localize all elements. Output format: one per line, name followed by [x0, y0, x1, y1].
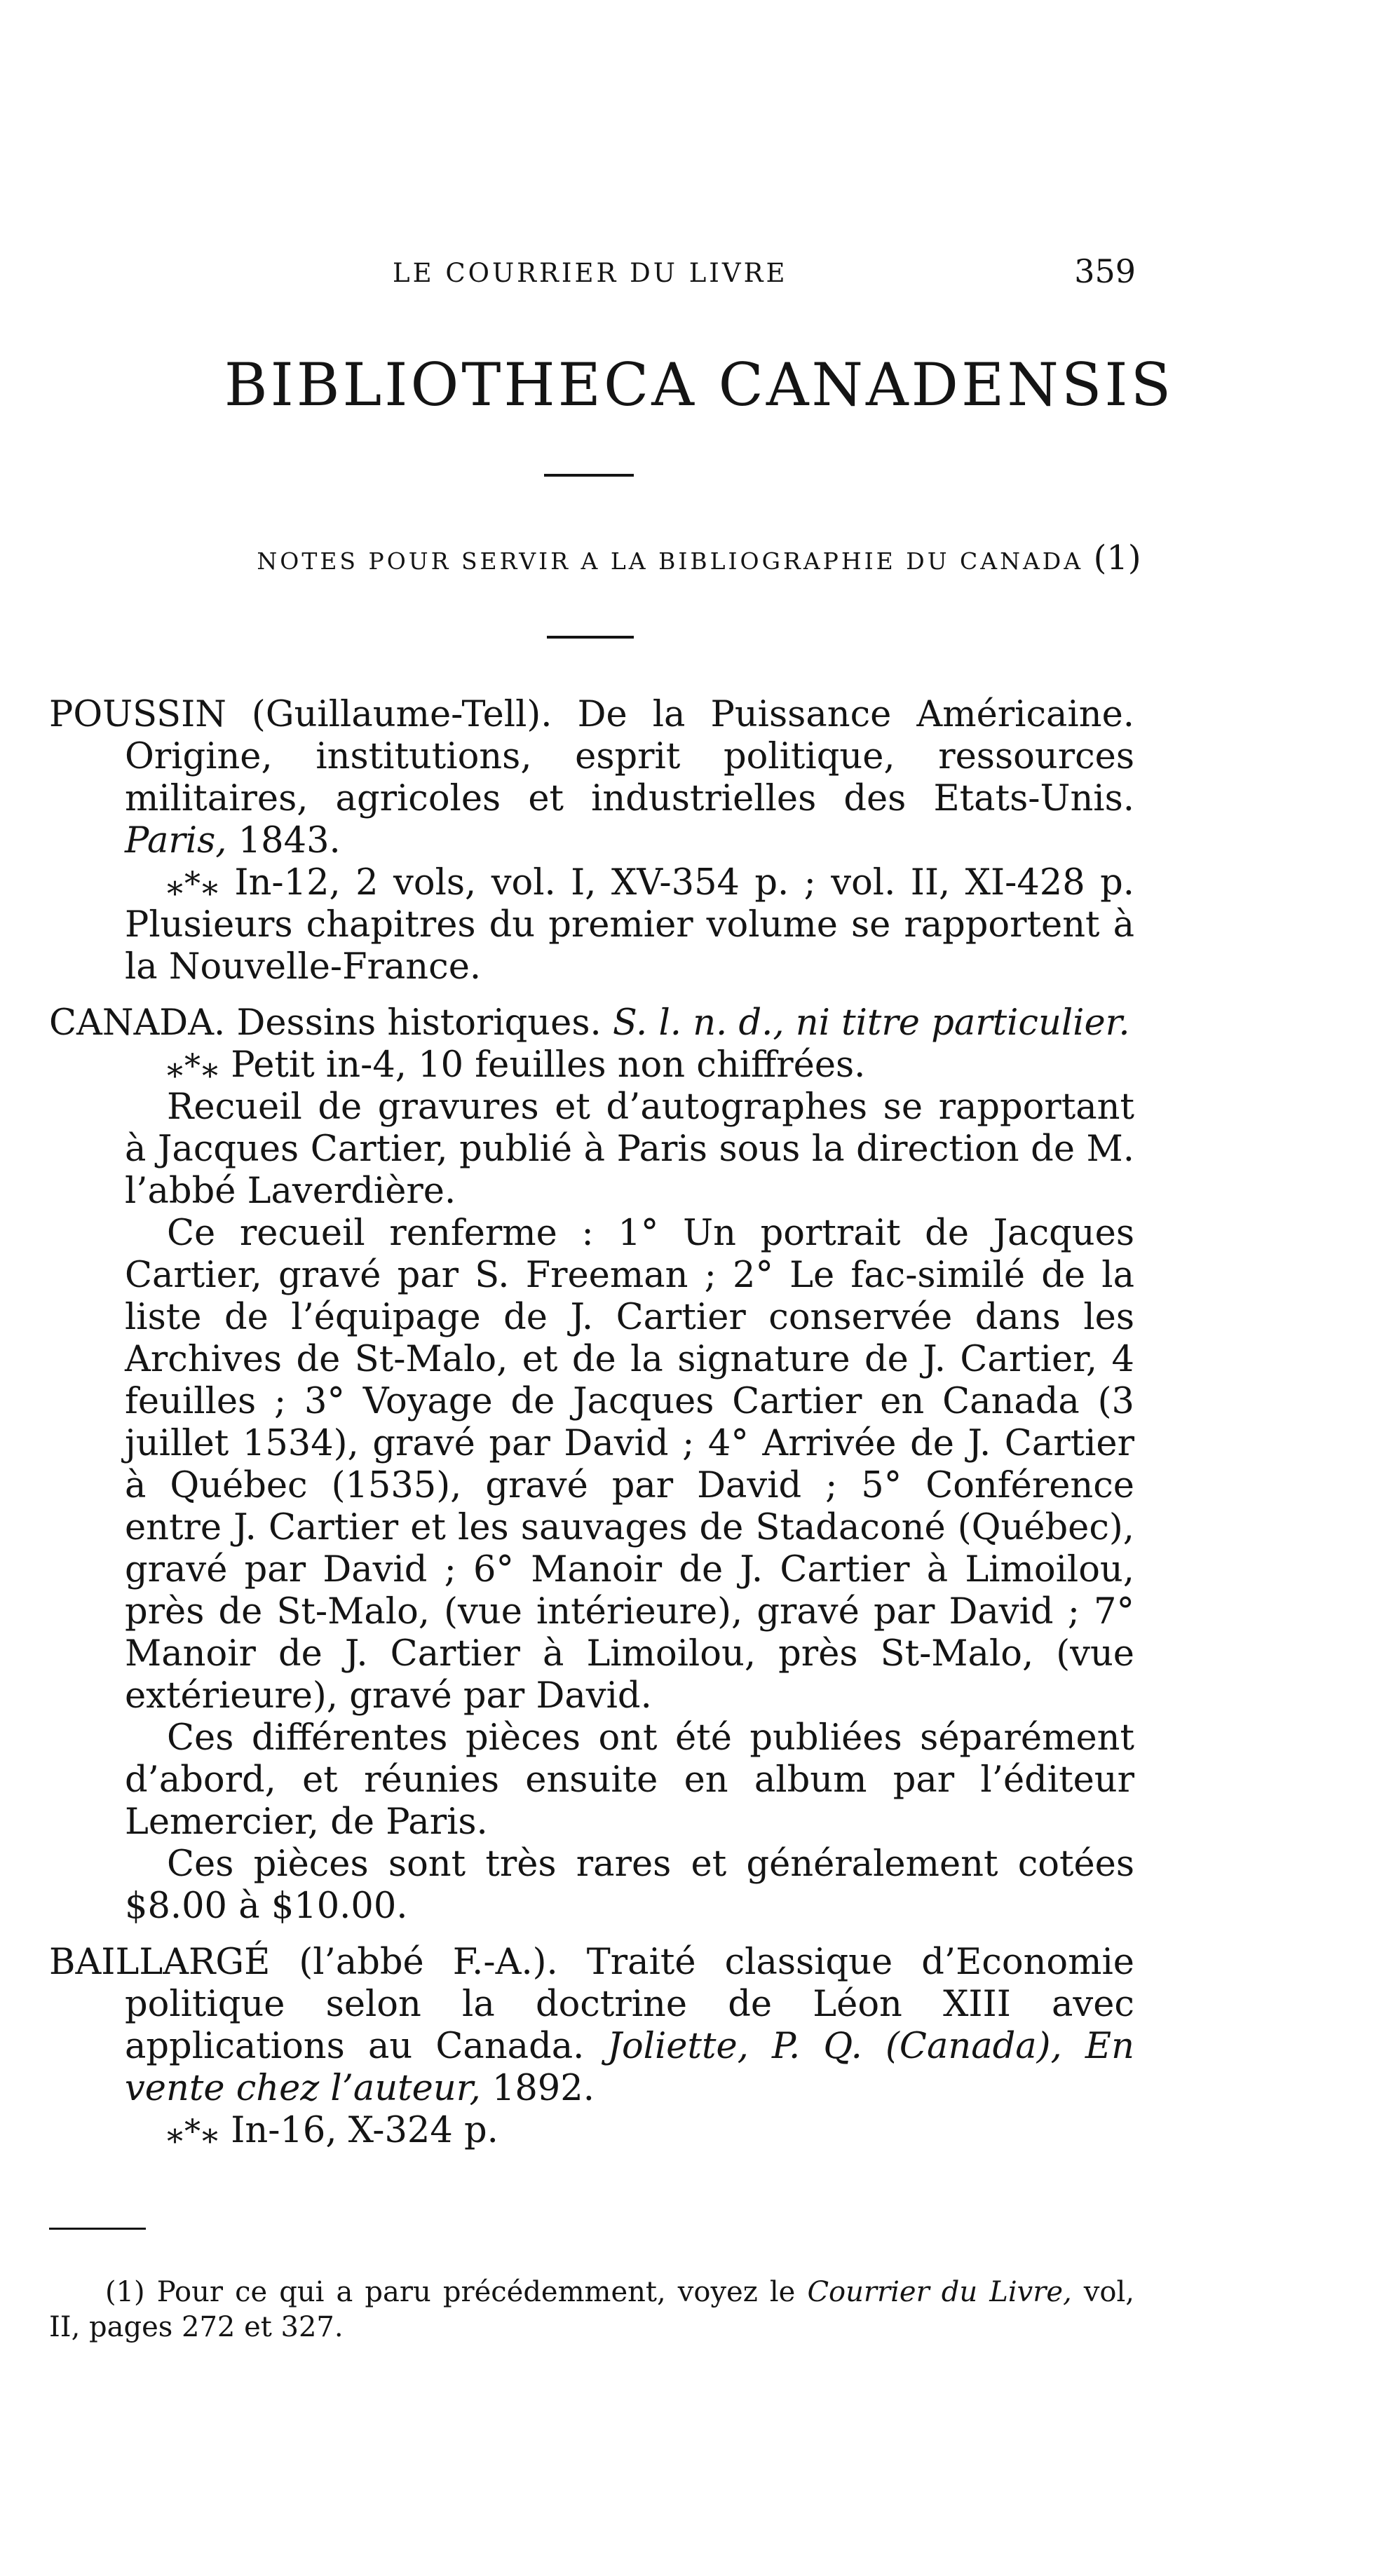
entry-description	[49, 862, 1134, 988]
entry-heading	[49, 1002, 1134, 1044]
entry-author-detail: (Guillaume-Tell).	[226, 694, 578, 735]
title-rule	[544, 474, 634, 477]
entry-description-text: In-12, 2 vols, vol. I, XV-354 p. ; vol. II, XI-428 p. Plusieurs chapitres du premier volume se rapportent à la Nouvelle-France.	[125, 862, 1134, 988]
entry-place: Paris,	[125, 820, 227, 861]
asterism-mark: ⁎*⁎	[167, 864, 219, 902]
entry-note: Ces différentes pièces ont été publiées séparément d’abord, et réunies ensuite en album par l’éditeur Lemercier, de Paris.	[125, 1717, 1134, 1843]
entry-note: Recueil de gravures et d’autographes se rapportant à Jacques Cartier, publié à Paris sous la direction de M. l’abbé Laverdière.	[125, 1086, 1134, 1212]
entry-title: Dessins historiques.	[225, 1002, 613, 1044]
entry-author-detail: (l’abbé F.-A.).	[270, 1942, 587, 1983]
footnote-text: Pour ce qui a paru précédemment, voyez le	[144, 2276, 808, 2308]
entry-description	[49, 1044, 1134, 1086]
bibliography-entries	[49, 694, 1134, 2166]
entry-baillarge	[49, 1942, 1134, 2152]
subtitle-rule	[547, 636, 634, 639]
entry-note: Ces pièces sont très rares et généralement cotées $8.00 à $10.00.	[125, 1844, 1134, 1927]
footnote-journal: Courrier du Livre,	[807, 2276, 1072, 2308]
entry-description	[49, 2110, 1134, 2152]
footnote-reference: (1)	[1093, 538, 1141, 578]
asterism-mark: ⁎*⁎	[167, 1047, 219, 1084]
entry-year: 1892.	[480, 2068, 595, 2109]
running-title: LE COURRIER DU LIVRE	[393, 258, 788, 288]
entry-title: Traité classique d’Economie politique selon la doctrine de Léon XIII avec applications au Canada.	[125, 1942, 1134, 2067]
footnote-marker: (1)	[105, 2276, 145, 2308]
asterism-mark: ⁎*⁎	[167, 2112, 219, 2150]
footnote-rule	[49, 2228, 146, 2230]
entry-canada	[49, 1002, 1134, 1928]
entry-imprint: S. l. n. d., ni titre particulier.	[612, 1002, 1130, 1044]
running-header	[393, 252, 1136, 300]
subtitle	[0, 538, 1398, 578]
main-title: BIBLIOTHECA CANADENSIS	[224, 350, 1174, 419]
entry-author: BAILLARGÉ	[49, 1942, 271, 1983]
footnote-text-end: vol, II, pages 272 et 327.	[49, 2276, 1134, 2343]
entry-poussin	[49, 694, 1134, 988]
footnote	[49, 2275, 1134, 2345]
entry-description-text: Petit in-4, 10 feuilles non chiffrées.	[219, 1044, 866, 1086]
entry-title: De la Puissance Américaine. Origine, institutions, esprit politique, ressources militaires, agricoles et industrielles des Etats-Unis.	[125, 694, 1134, 819]
entry-heading	[49, 1942, 1134, 2110]
entry-note: Ce recueil renferme : 1° Un portrait de Jacques Cartier, gravé par S. Freeman ; 2° Le fac-similé de la liste de l’équipage de J. Cartier conservée dans les Archives de St-Malo, et de la signature de J. Cartier, 4 feuilles ; 3° Voyage de Jacques Cartier en Canada (3 juillet 1534), gravé par David ; 4° Arrivée de J. Cartier à Québec (1535), gravé par David ; 5° Conférence entre J. Cartier et les sauvages de Stadaconé (Québec), gravé par David ; 6° Manoir de J. Cartier à Limoilou, près de St-Malo, (vue intérieure), gravé par David ; 7° Manoir de J. Cartier à Limoilou, près St-Malo, (vue extérieure), gravé par David.	[125, 1213, 1134, 1717]
entry-heading	[49, 694, 1134, 862]
entry-description-text: In-16, X-324 p.	[219, 2110, 498, 2151]
entry-year: 1843.	[226, 820, 341, 861]
entry-imprint: Joliette, P. Q. (Canada), En vente chez l’auteur,	[125, 2026, 1134, 2109]
subtitle-text: NOTES POUR SERVIR A LA BIBLIOGRAPHIE DU CANADA	[257, 547, 1084, 575]
entry-author: POUSSIN	[49, 694, 226, 735]
entry-author: CANADA.	[49, 1002, 226, 1044]
page-number: 359	[1074, 252, 1136, 290]
